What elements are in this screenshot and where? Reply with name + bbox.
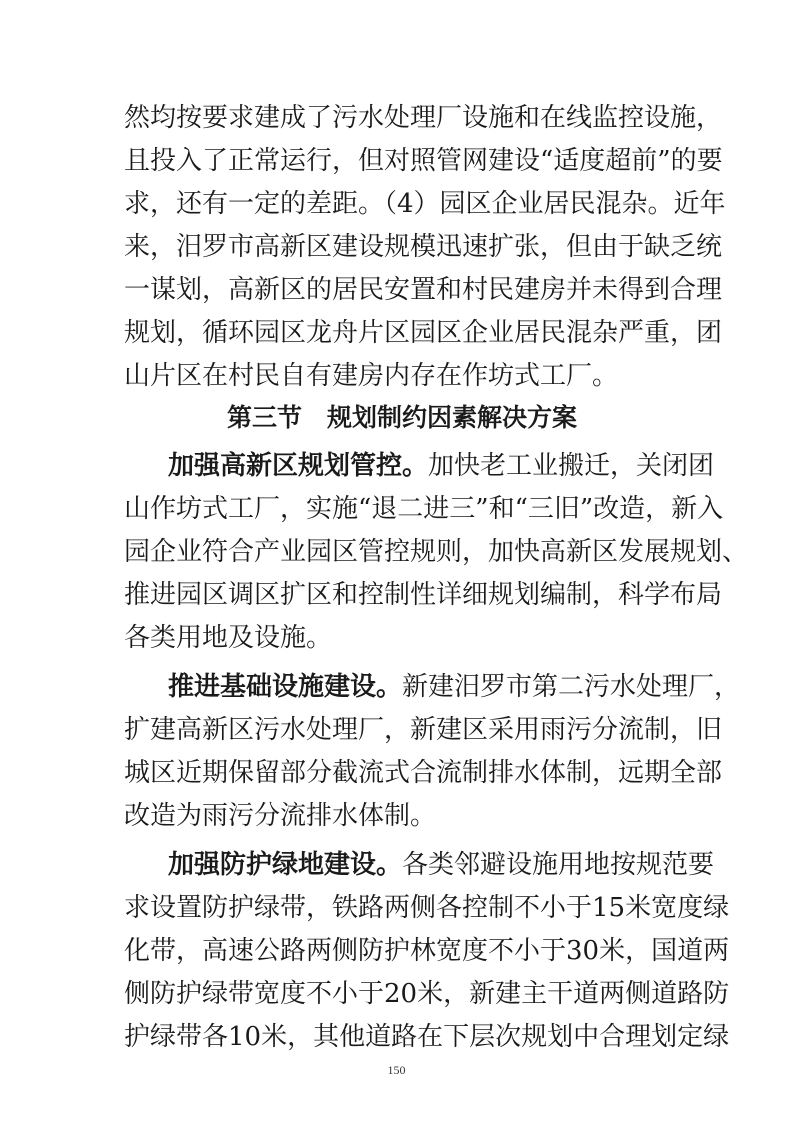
intro-line-2: 且投入了正常运行，但对照管网建设“适度超前”的要 — [124, 146, 723, 176]
planning-line-1 — [168, 444, 715, 488]
intro-line-5: 一谋划，高新区的居民安置和村民建房并未得到合理 — [124, 275, 723, 305]
greenbelt-line-5: 护绿带各10米，其他道路在下层次规划中合理划定绿 — [124, 1022, 730, 1052]
intro-line-6: 规划，循环园区龙舟片区园区企业居民混杂严重，团 — [124, 318, 723, 348]
planning-line-4: 推进园区调区扩区和控制性详细规划编制，科学布局 — [124, 580, 723, 610]
intro-line-7: 山片区在村民自有建房内存在作坊式工厂。 — [124, 361, 619, 391]
planning-line-5: 各类用地及设施。 — [124, 623, 333, 653]
greenbelt-first-line-text: 各类邻避设施用地按规范要 — [402, 850, 715, 880]
intro-line-3: 求，还有一定的差距。（4）园区企业居民混杂。近年 — [124, 189, 726, 219]
planning-first-line-text: 加快老工业搬迁，关闭团 — [428, 451, 715, 481]
infrastructure-line-4: 改造为雨污分流排水体制。 — [124, 801, 437, 831]
infrastructure-lead: 推进基础设施建设。 — [168, 672, 403, 702]
greenbelt-line-3: 化带，高速公路两侧防护林宽度不小于30米，国道两 — [124, 936, 730, 966]
intro-line-1: 然均按要求建成了污水处理厂设施和在线监控设施， — [124, 103, 723, 133]
infrastructure-first-line-text: 新建汨罗市第二污水处理厂， — [402, 672, 741, 702]
planning-line-3: 园企业符合产业园区管控规则，加快高新区发展规划、 — [124, 537, 749, 567]
page-number: 150 — [387, 1063, 406, 1077]
section-heading: 第三节 规划制约因素解决方案 — [226, 403, 577, 432]
greenbelt-lead: 加强防护绿地建设。 — [168, 850, 403, 880]
greenbelt-line-1 — [168, 843, 715, 887]
greenbelt-line-4: 侧防护绿带宽度不小于20米，新建主干道两侧道路防 — [124, 979, 730, 1009]
intro-line-4: 来，汨罗市高新区建设规模迅速扩张，但由于缺乏统 — [124, 232, 723, 262]
planning-line-2: 山作坊式工厂，实施“退二进三”和“三旧”改造，新入 — [124, 494, 724, 524]
greenbelt-line-2: 求设置防护绿带，铁路两侧各控制不小于15米宽度绿 — [124, 893, 730, 923]
infrastructure-line-1 — [168, 665, 741, 709]
planning-lead: 加强高新区规划管控。 — [168, 451, 429, 481]
infrastructure-line-2: 扩建高新区污水处理厂，新建区采用雨污分流制，旧 — [124, 715, 723, 745]
infrastructure-line-3: 城区近期保留部分截流式合流制排水体制，远期全部 — [124, 758, 723, 788]
